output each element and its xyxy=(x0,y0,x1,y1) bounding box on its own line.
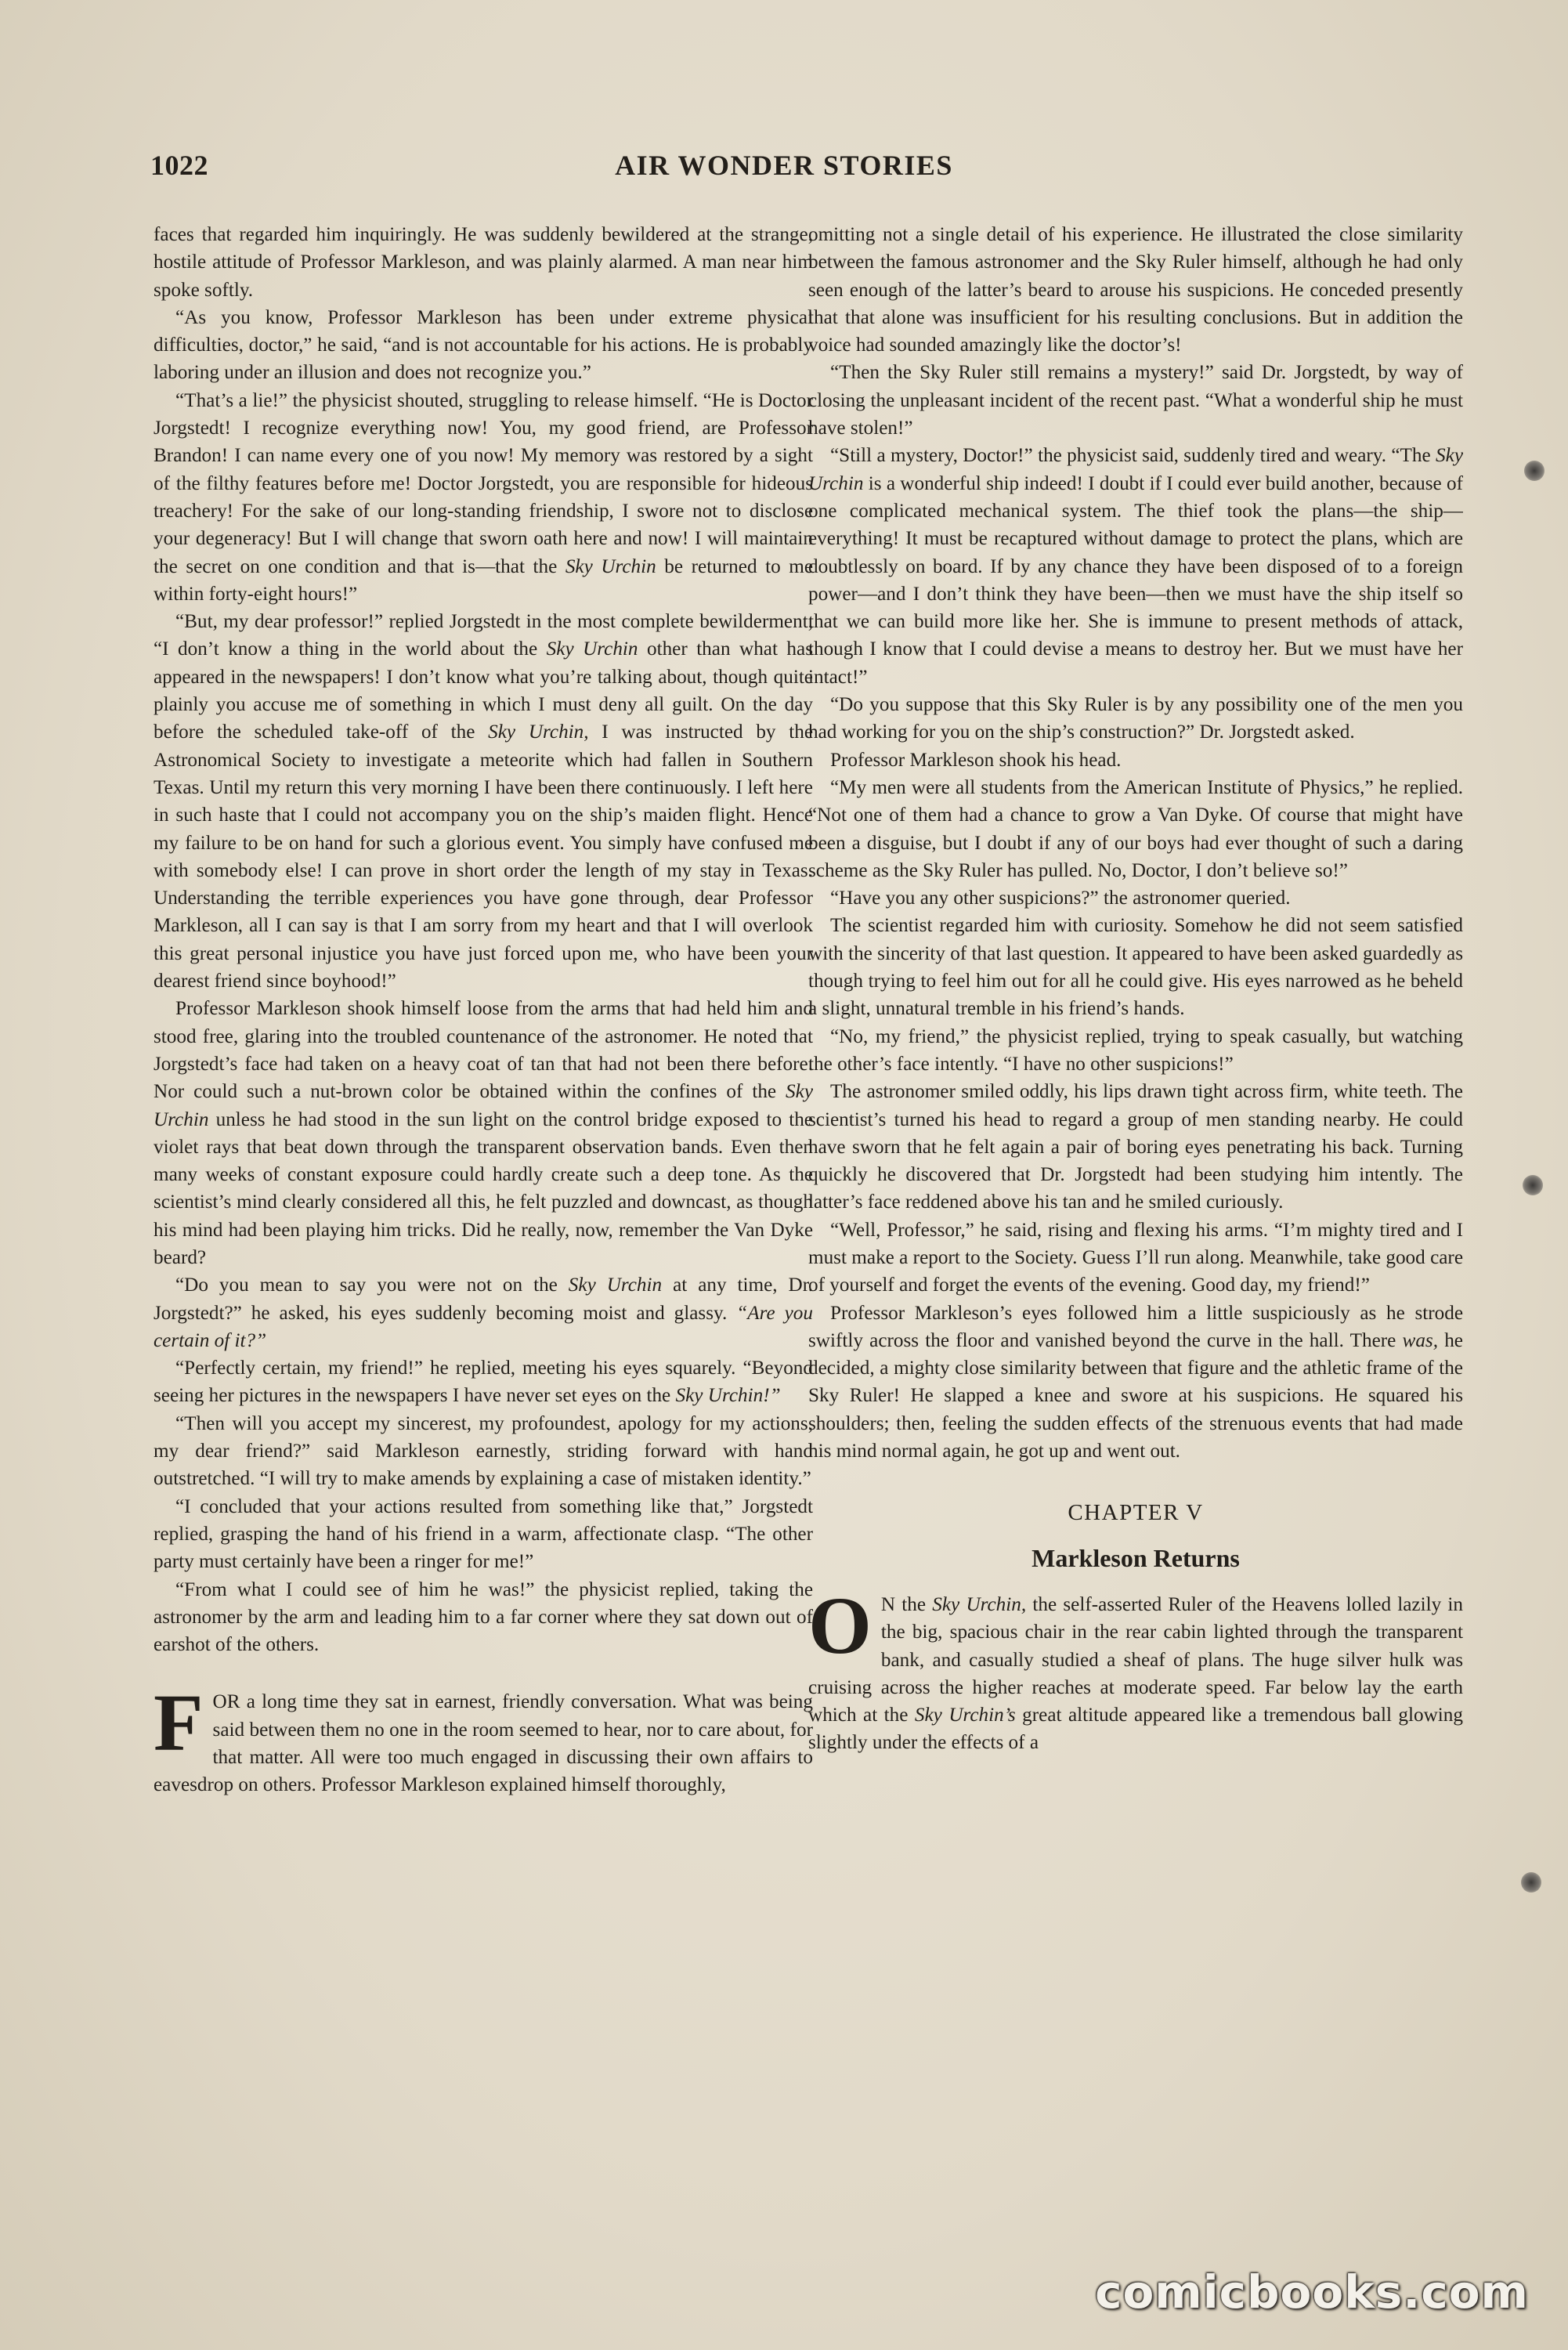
paragraph: “Have you any other suspicions?” the astronomer queried. xyxy=(830,888,1291,909)
paragraph: Professor Markleson’s eyes followed him a little suspiciously as he strode swiftly across the floor and vanished beyond the curve in the hall. There was, he decided, a mighty close similarity between that figure and the athletic frame of the Sky Ruler! He slapped a knee and swore at his suspicions. He squared his shoulders; then, feeling the sudden effects of the strenuous events that had made his mind normal again, he got up and went out. xyxy=(808,1302,1463,1462)
paragraph: “As you know, Professor Markleson has been under extreme physical difficulties, doctor,” he said, “and is not accountable for his actions. He is probably laboring under an illusion and does not recognize you.” xyxy=(154,306,813,384)
emphasis: was, xyxy=(1402,1329,1439,1351)
binding-hole-2 xyxy=(1523,1175,1543,1195)
paragraph: “Still a mystery, Doctor!” the physicist said, suddenly tired and weary. “The Sky Urchin is a wonderful ship indeed! I doubt if I could ever build another, because of one complicated mechanical system. The thief took the plans—the ship—everything! It must be recaptured without damage to protect the plans, which are doubtlessly on board. If by any chance they have been disposed of to a foreign power—and I don’t think they have been—then we must have the ship itself so that we can build more like her. She is immune to present methods of attack, though I know that I could devise a means to destroy her. But we must have her intact!” xyxy=(808,445,1463,688)
chapter-opening-paragraph: O N the Sky Urchin, the self-asserted Ruler of the Heavens lolled lazily in the big, spacious chair in the rear cabin lighted through the transparent bank, and casually studied a sheaf of plans. The huge silver hulk was cruising across the higher reaches at moderate speed. Far below lay the earth which at the Sky Urchin’s great altitude appeared like a tremendous ball glowing slightly under the effects of a xyxy=(808,1580,1463,1754)
ship-name: Sky Urchin xyxy=(546,638,638,660)
paragraph: Professor Markleson shook himself loose from the arms that had held him and stood free, glaring into the troubled countenance of the astronomer. He noted that Jorgstedt’s face had taken on a heavy coat of tan that had not been there before. Nor could such a nut-brown color be obtained within the confines of the Sky Urchin unless he had stood in the sun light on the control bridge exposed to the violet rays that beat down through the transparent observation bands. Even then many weeks of constant exposure could hardly create such a deep tone. As the scientist’s mind clearly considered all this, he felt puzzled and downcast, as though his mind had been playing him tricks. Did he really, now, remember the Van Dyke beard? xyxy=(154,998,813,1268)
ship-name: Sky Urchin, xyxy=(488,721,589,743)
paragraph: omitting not a single detail of his experience. He illustrated the close similarity between the famous astronomer and the Sky Ruler himself, although he had only seen enough of the latter’s beard to arouse his suspicions. He conceded presently that that alone was insufficient for his resulting conclusions. But in addition the voice had sounded amazingly like the doctor’s! xyxy=(808,224,1463,356)
ship-name: Sky Urchin xyxy=(808,445,1463,494)
chapter-title: Markleson Returns xyxy=(1031,1543,1240,1572)
right-column xyxy=(808,221,1463,2203)
binding-hole-3 xyxy=(1521,1872,1541,1893)
paragraph: “Then will you accept my sincerest, my profoundest, apology for my actions, my dear friend?” said Markleson earnestly, striding forward with hand outstretched. “I will try to make amends by explaining a case of mistaken identity.” xyxy=(154,1412,813,1490)
section-opening-paragraph: FOR a long time they sat in earnest, friendly conversation. What was being said between them no one in the room seemed to hear, nor to care about, for that matter. All were too much engaged in discussing their own affairs to eavesdrop on others. Professor Markleson explained himself thoroughly, xyxy=(154,1678,813,1796)
paragraph: “My men were all students from the American Institute of Physics,” he replied. “Not one of them had a chance to grow a Van Dyke. Of course that might have been a disguise, but I doubt if any of our boys had ever thought of such a daring scheme as the Sky Ruler has pulled. No, Doctor, I don’t believe so!” xyxy=(808,776,1463,881)
paragraph: “But, my dear professor!” replied Jorgstedt in the most complete bewilderment, “I don’t know a thing in the world about the Sky Urchin other than what has appeared in the newspapers! I don’t know what you’re talking about, though quite plainly you accuse me of something in which I must deny all guilt. On the day before the scheduled take-off of the Sky Urchin, I was instructed by the Astronomical Society to investigate a meteorite which had fallen in Southern Texas. Until my return this very morning I have been there continuously. I left here in such haste that I could not accompany you on the ship’s maiden flight. Hence my failure to be on hand for such a glorious event. You simply have confused me with somebody else! I can prove in short order the length of my stay in Texas. Understanding the terrible experiences you have gone through, dear Professor Markleson, all I can say is that I am sorry from my heart and that I will overlook this great personal injustice you have just forced upon me, who have been your dearest friend since boyhood!” xyxy=(154,611,813,992)
paragraph: “Perfectly certain, my friend!” he replied, meeting his eyes squarely. “Beyond seeing her pictures in the newspapers I have never set eyes on the Sky Urchin!” xyxy=(154,1358,813,1407)
left-column xyxy=(154,221,813,2203)
paragraph: The astronomer smiled oddly, his lips drawn tight across firm, white teeth. The scientist’s turned his head to regard a group of men standing nearby. He could have sworn that he felt again a pair of boring eyes penetrating his back. Turning quickly he discovered that Dr. Jorgstedt had been studying him intently. The latter’s face reddened above his tan and he smiled curiously. xyxy=(808,1081,1463,1213)
paragraph: The scientist regarded him with curiosity. Somehow he did not seem satisfied with the sincerity of that last question. It appeared to have been asked guardedly as though trying to feel him out for all he could give. His eyes narrowed as he beheld a slight, unnatural tremble in his friend’s hands. xyxy=(808,915,1463,1020)
paragraph: faces that regarded him inquiringly. He was suddenly bewildered at the strange, hostile attitude of Professor Markleson, and was plainly alarmed. A man near him spoke softly. xyxy=(154,224,813,301)
ship-name: Sky Urchin’s xyxy=(914,1705,1016,1726)
ship-name: Sky Urchin, xyxy=(932,1593,1027,1615)
paragraph: “Do you mean to say you were not on the Sky Urchin at any time, Dr. Jorgstedt?” he asked, his eyes suddenly becoming moist and glassy. “Are you certain of it?” xyxy=(154,1274,813,1351)
page-number: 1022 xyxy=(150,150,208,181)
paragraph: Professor Markleson shook his head. xyxy=(830,749,1122,771)
paragraph: “Do you suppose that this Sky Ruler is by any possibility one of the men you had working for you on the ship’s construction?” Dr. Jorgstedt asked. xyxy=(808,694,1463,743)
binding-hole-1 xyxy=(1524,461,1545,481)
paragraph: “No, my friend,” the physicist replied, trying to speak casually, but watching the other’s face intently. “I have no other suspicions!” xyxy=(808,1025,1463,1075)
ship-name: Sky Urchin xyxy=(568,1274,663,1296)
paragraph: “I concluded that your actions resulted from something like that,” Jorgstedt replied, grasping the hand of his friend in a warm, affectionate clasp. “The other party must certainly have been a ringer for me!” xyxy=(154,1495,813,1573)
drop-cap: O xyxy=(808,1580,872,1671)
chapter-label: CHAPTER V xyxy=(1068,1500,1204,1526)
magazine-title: AIR WONDER STORIES xyxy=(615,150,953,181)
emphasis: “Are you certain of it?” xyxy=(154,1302,813,1351)
watermark: comicbooks.com xyxy=(1095,2265,1529,2319)
ship-name: Sky Urchin xyxy=(154,1081,813,1130)
ship-name: Sky Urchin xyxy=(565,555,656,577)
drop-cap: F xyxy=(154,1678,204,1769)
paragraph: “Then the Sky Ruler still remains a mystery!” said Dr. Jorgstedt, by way of closing the unpleasant incident of the recent past. “What a wonderful ship he must have stolen!” xyxy=(808,362,1463,439)
paragraph: “Well, Professor,” he said, rising and flexing his arms. “I’m mighty tired and I must make a report to the Society. Guess I’ll run along. Meanwhile, take good care of yourself and forget the events of the evening. Good day, my friend!” xyxy=(808,1219,1463,1296)
paragraph: “From what I could see of him he was!” the physicist replied, taking the astronomer by the arm and leading him to a far corner where they sat down out of earshot of the others. xyxy=(154,1578,813,1656)
ship-name: Sky Urchin!” xyxy=(675,1385,781,1407)
paragraph: “That’s a lie!” the physicist shouted, struggling to release himself. “He is Doctor Jorgstedt! I recognize everything now! You, my good friend, are Professor Brandon! I can name every one of you now! My memory was restored by a sight of the filthy features before me! Doctor Jorgstedt, you are responsible for hideous treachery! For the sake of our long-standing friendship, I swore not to disclose your degeneracy! But I will change that sworn oath here and now! I will maintain the secret on one condition and that is—that the Sky Urchin be returned to me within forty-eight hours!” xyxy=(154,389,813,605)
